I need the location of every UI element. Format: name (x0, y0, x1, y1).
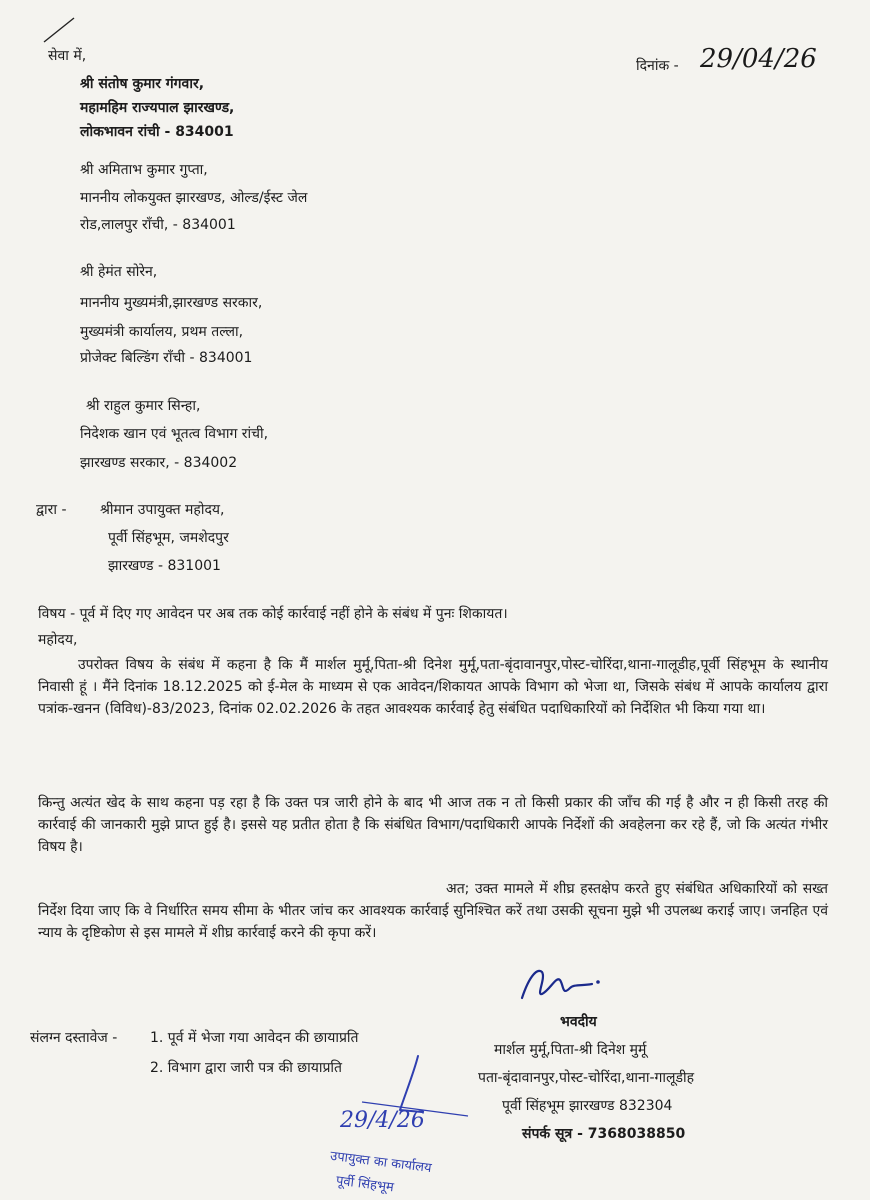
addressee-2-line-3: रोड,लालपुर राँची, - 834001 (80, 217, 236, 233)
sender-contact: संपर्क सूत्र - 7368038850 (522, 1126, 686, 1142)
attachment-item-2: 2. विभाग द्वारा जारी पत्र की छायाप्रति (150, 1060, 343, 1076)
addressee-3-line-4: प्रोजेक्ट बिल्डिंग राँची - 834001 (80, 350, 253, 366)
date-label: दिनांक - (636, 58, 679, 74)
sender-line-2: पता-बृंदावानपुर,पोस्ट-चोरिंदा,थाना-गालूडीह (478, 1070, 695, 1086)
addressee-2-line-2: माननीय लोकयुक्त झारखण्ड, ओल्ड/ईस्ट जेल (80, 190, 308, 206)
via-line-1: श्रीमान उपायुक्त महोदय, (100, 502, 225, 518)
handwritten-date: 29/04/26 (700, 44, 817, 74)
body-paragraph-3: अत; उक्त मामले में शीघ्र हस्तक्षेप करते हुए संबंधित अधिकारियों को सख्त निर्देश दिया जाए कि वे निर्धारित समय सीमा के भीतर जांच कर आवश्यक कार्रवाई सुनिश्चित करें तथा उसकी सूचना मुझे भी उपलब्ध कराई जाए। जनहित एवं न्याय के दृष्टिकोण से इस मामले में शीघ्र कार्रवाई करने की कृपा करें। (38, 881, 828, 941)
sender-line-3: पूर्वी सिंहभूम झारखण्ड 832304 (502, 1098, 673, 1114)
salutation: सेवा में, (48, 48, 87, 64)
addressee-1-line-3: लोकभावन रांची - 834001 (80, 124, 234, 140)
attachment-item-1: 1. पूर्व में भेजा गया आवेदन की छायाप्रति (150, 1030, 359, 1046)
subject-line: विषय - पूर्व में दिए गए आवेदन पर अब तक कोई कार्रवाई नहीं होने के संबंध में पुनः शिकायत। (38, 606, 508, 622)
yours-faithfully: भवदीय (560, 1014, 597, 1030)
signature-mark (512, 962, 608, 1008)
sender-line-1: मार्शल मुर्मू,पिता-श्री दिनेश मुर्मू (494, 1042, 647, 1058)
attachments-label: संलग्न दस्तावेज - (30, 1030, 118, 1046)
via-line-2: पूर्वी सिंहभूम, जमशेदपुर (108, 530, 229, 546)
via-label: द्वारा - (36, 502, 67, 518)
body-paragraph-1: उपरोक्त विषय के संबंध में कहना है कि मैं मार्शल मुर्मू,पिता-श्री दिनेश मुर्मू,पता-बृंदावानपुर,पोस्ट-चोरिंदा,थाना-गालूडीह,पूर्वी सिंहभूम के स्थानीय निवासी हूं । मैंने दिनांक 18.12.2025 को ई-मेल के माध्यम से एक आवेदन/शिकायत आपके विभाग को भेजा था, जिसके संबंध में आपके कार्यालय द्वारा पत्रांक-खनन (विविध)-83/2023, दिनांक 02.02.2026 के तहत आवश्यक कार्रवाई हेतु संबंधित पदाधिकारियों को निर्देशित भी किया गया था। (38, 657, 828, 717)
addressee-1-line-1: श्री संतोष कुमार गंगवार, (80, 76, 205, 92)
addressee-4-line-1: श्री राहुल कुमार सिन्हा, (86, 398, 201, 414)
addressee-3-line-1: श्री हेमंत सोरेन, (80, 264, 158, 280)
addressee-1-line-2: महामहिम राज्यपाल झारखण्ड, (80, 100, 235, 116)
addressee-2-line-1: श्री अमिताभ कुमार गुप्ता, (80, 162, 208, 178)
body-paragraph-2: किन्तु अत्यंत खेद के साथ कहना पड़ रहा है कि उक्त पत्र जारी होने के बाद भी आज तक न तो किसी प्रकार की जाँच की गई है और न ही किसी तरह की कार्रवाई की जानकारी मुझे प्राप्त हुई है। इससे यह प्रतीत होता है कि संबंधित विभाग/पदाधिकारी आपके निर्देशों की अवहेलना कर रहे हैं, जो कि अत्यंत गंभीर विषय है। (38, 795, 828, 855)
addressee-3-line-3: मुख्यमंत्री कार्यालय, प्रथम तल्ला, (80, 324, 244, 340)
corner-mark-icon (40, 14, 80, 46)
addressee-3-line-2: माननीय मुख्यमंत्री,झारखण्ड सरकार, (80, 295, 263, 311)
greeting: महोदय, (38, 632, 78, 648)
addressee-4-line-3: झारखण्ड सरकार, - 834002 (80, 455, 238, 471)
via-line-3: झारखण्ड - 831001 (108, 558, 221, 574)
addressee-4-line-2: निदेशक खान एवं भूतत्व विभाग रांची, (80, 426, 269, 442)
stamp-office-line-1: उपायुक्त का कार्यालय (329, 1148, 433, 1177)
stamp-date: 29/4/26 (340, 1108, 425, 1133)
stamp-office-line-2: पूर्वी सिंहभूम (335, 1173, 395, 1196)
